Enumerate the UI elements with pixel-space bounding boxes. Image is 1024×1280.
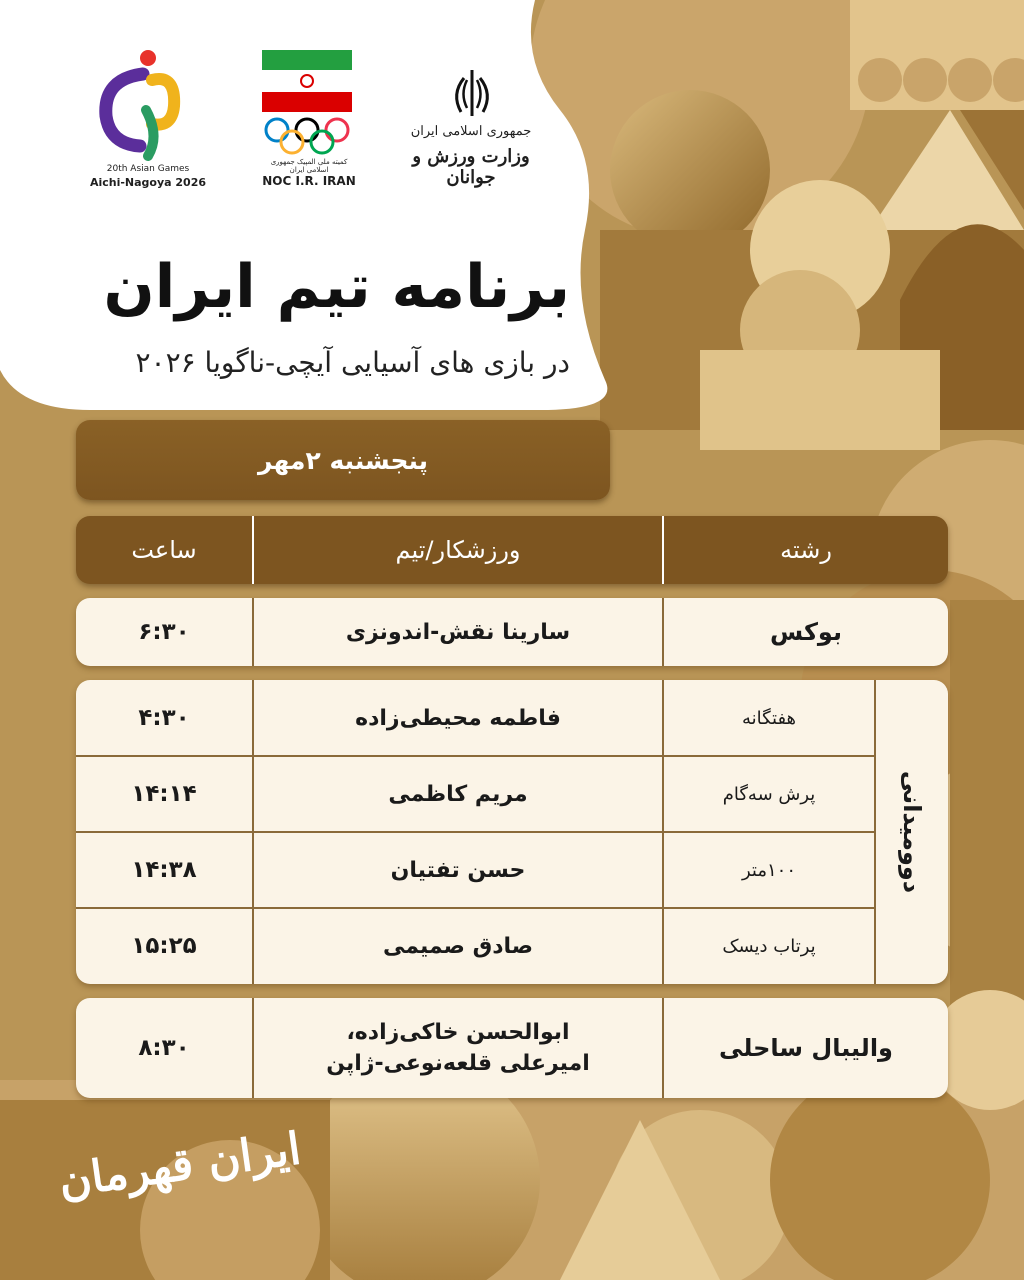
asian-games-logo: [88, 44, 208, 194]
athlete-cell: فاطمه محیطی‌زاده: [355, 705, 561, 731]
time-cell: ۱۵:۲۵: [131, 933, 197, 959]
iran-flag-icon: [262, 50, 352, 112]
table-row-boxing: [76, 598, 948, 666]
table-row-beach-volleyball: [76, 998, 948, 1098]
brand-logo-text: ایران قهرمان: [55, 1123, 304, 1208]
asian-games-emblem-icon: [88, 44, 208, 164]
noc-logo: [262, 50, 356, 195]
column-athlete-header: ورزشکار/تیم: [395, 536, 521, 564]
row-separator: [76, 907, 874, 909]
athletics-group-cell: [876, 680, 948, 984]
time-cell: ۴:۳۰: [138, 705, 190, 731]
ministry-logo: [392, 68, 550, 188]
athlete-line-2: امیرعلی قلعه‌نوعی-ژاپن: [326, 1051, 590, 1076]
sport-cell: والیبال ساحلی: [719, 1034, 893, 1062]
event-cell: پرش سه‌گام: [722, 783, 816, 805]
time-cell: ۱۴:۳۸: [131, 857, 197, 883]
event-cell: هفتگانه: [741, 707, 797, 729]
noc-small-text: کمیته ملی المپیک جمهوری اسلامی ایران: [270, 158, 348, 174]
table-group-athletics: [76, 680, 948, 984]
ministry-line1: جمهوری اسلامی ایران: [410, 124, 532, 139]
ministry-line2: وزارت ورزش و جوانان: [412, 146, 530, 188]
event-cell: ۱۰۰متر: [741, 859, 797, 881]
athlete-cell: مریم کاظمی: [388, 781, 528, 807]
day-label: پنجشنبه ۲مهر: [76, 420, 610, 500]
athlete-line-1: ابوالحسن خاکی‌زاده،: [346, 1020, 570, 1045]
sport-cell: بوکس: [770, 618, 842, 646]
athletics-group-label: دوومیدانی: [897, 770, 926, 894]
noc-caption: NOC I.R. IRAN: [262, 174, 356, 188]
asian-games-line1: 20th Asian Games: [106, 164, 190, 174]
athlete-cell: سارینا نقش-اندونزی: [345, 619, 571, 645]
time-cell: ۸:۳۰: [138, 1035, 190, 1061]
column-time-header: ساعت: [131, 536, 197, 564]
iran-emblem-icon: [447, 68, 497, 120]
asian-games-line2: Aichi-Nagoya 2026: [89, 176, 207, 189]
row-separator: [76, 831, 874, 833]
column-sport-header: رشته: [780, 536, 832, 564]
time-cell: ۶:۳۰: [138, 619, 190, 645]
athlete-cell: صادق صمیمی: [382, 933, 534, 959]
page-subtitle: در بازی های آسیایی آیچی-ناگویا ۲۰۲۶: [135, 346, 570, 379]
time-cell: ۱۴:۱۴: [131, 781, 197, 807]
page-title: برنامه تیم ایران: [103, 252, 570, 322]
event-cell: پرتاب دیسک: [722, 935, 816, 957]
olympic-rings-icon: [262, 116, 352, 156]
athlete-cell: حسن تفتیان: [390, 857, 526, 883]
row-separator: [76, 755, 874, 757]
athlete-cell: [254, 998, 662, 1098]
table-header: [76, 516, 948, 584]
